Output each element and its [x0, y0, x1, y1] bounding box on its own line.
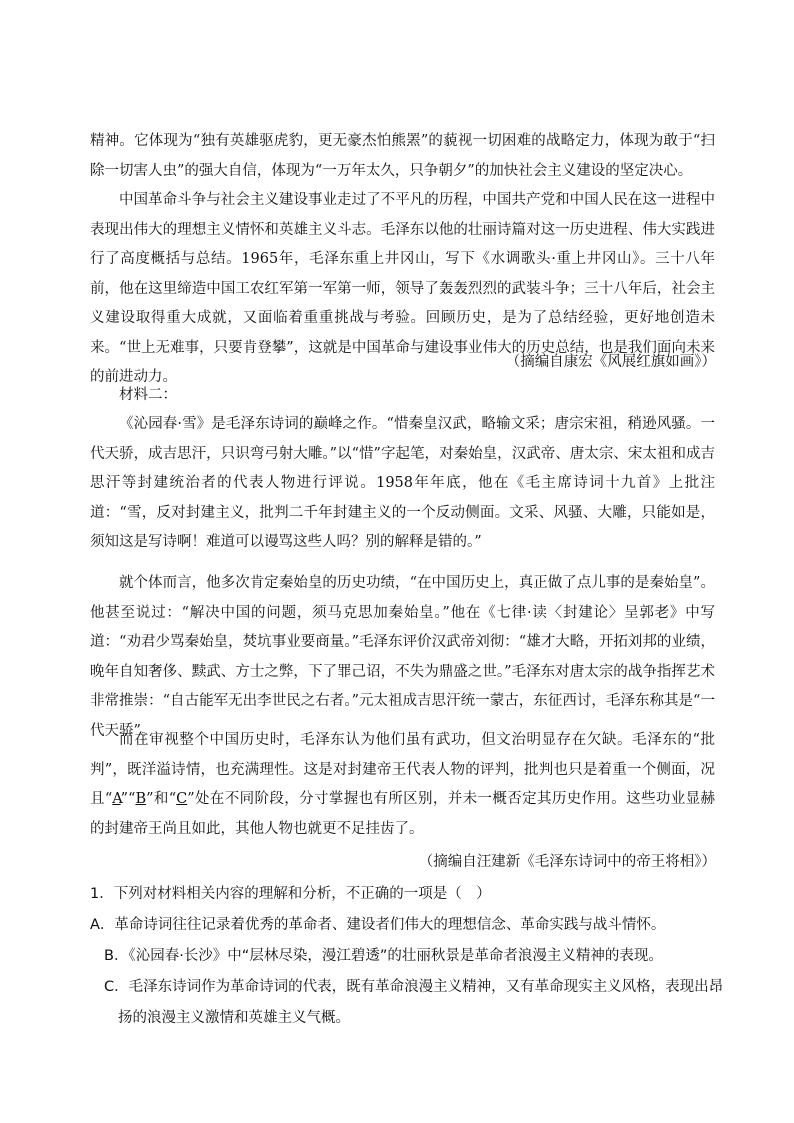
material2-source: （摘编自汪建新《毛泽东诗词中的帝王将相》）: [418, 854, 716, 870]
paragraph-3-mid-1: ”“: [120, 791, 136, 807]
blank-b: B: [135, 791, 147, 807]
material2-paragraph-1: 《沁园春·雪》是毛泽东诗词的巅峰之作。“惜秦皇汉武，略输文采；唐宗宋祖，稍逊风骚。一代天骄，成吉思汗，只识弯弓射大雕。”以“惜”字起笔，对秦始皇，汉武帝、唐太宗、宋太祖和成吉思汗等封建统治者的代表人物进行评说。1958年年底，他在《毛主席诗词十九首》上批注道：“雪，反对封建主义，批判二千年封建主义的一个反动侧面。文采、风骚、大雕，只能如是，须知这是写诗啊！难道可以谩骂这些人吗？别的解释是错的。”: [90, 416, 715, 550]
blank-c: C: [176, 791, 188, 807]
question-1-option-c: C．毛泽东诗词作为革命诗词的代表，既有革命浪漫主义精神，又有革命现实主义风格，表现出昂扬的浪漫主义激情和英雄主义气概。: [104, 979, 724, 1026]
material2-paragraph-2: 就个体而言，他多次肯定秦始皇的历史功绩，“在中国历史上，真正做了点儿事的是秦始皇”。他甚至说过：“解决中国的问题，须马克思加秦始皇。”他在《七律·读〈封建论〉呈郭老》中写道：“劝君少骂秦始皇，焚坑事业要商量。”毛泽东评价汉武帝刘彻：“雄才大略，开拓刘邦的业绩，晚年自知奢侈、黩武、方士之弊，下了罪己诏，不失为鼎盛之世。”毛泽东对唐太宗的战争指挥艺术非常推崇：“自古能军无出李世民之右者。”元太祖成吉思汗统一蒙古，东征西讨，毛泽东称其是“一代天骄”。: [90, 575, 715, 739]
material2-label: 材料二：: [119, 387, 177, 403]
paragraph-3-mid-2: ”和“: [146, 791, 177, 807]
material1-paragraph-2: 中国革命斗争与社会主义建设事业走过了不平凡的历程，中国共产党和中国人民在这一进程中表现出伟大的理想主义情怀和英雄主义斗志。毛泽东以他的壮丽诗篇对这一历史进程、伟大实践进行了高度概括与总结。1965年，毛泽东重上井冈山，写下《水调歌头·重上井冈山》。三十八年前，他在这里缔造中国工农红军第一军第一师，领导了轰轰烈烈的武装斗争；三十八年后，社会主义建设取得重大成就，又面临着重重挑战与考验。回顾历史，是为了总结经验，更好地创造未来。“世上无难事，只要肯登攀”，这就是中国革命与建设事业伟大的历史总结，也是我们面向未来的前进动力。: [90, 192, 715, 385]
material1-paragraph-1: 精神。它体现为“独有英雄驱虎豹，更无豪杰怕熊罴”的藐视一切困难的战略定力，体现为敢于“扫除一切害人虫”的强大自信，体现为“一万年太久，只争朝夕”的加快社会主义建设的坚定决心。: [90, 133, 715, 179]
material1-source: （摘编自康宏《风展红旗如画》）: [505, 354, 716, 370]
question-1-option-b: B．《沁园春·长沙》中“层林尽染，漫江碧透”的壮丽秋景是革命者浪漫主义精神的表现。: [104, 948, 663, 964]
option-a-text: A．革命诗词往往记录着优秀的革命者、建设者们伟大的理想信念、革命实践与战斗情怀。: [90, 917, 666, 933]
blank-a: A: [112, 791, 121, 807]
paragraph-3-text-after: ”处在不同阶段，分寸掌握也有所区别，并未一概否定其历史作用。这些功业显赫的封建帝王尚且如此，其他人物也就更不足挂齿了。: [90, 791, 715, 837]
question-1-option-a: [90, 910, 722, 941]
paragraph-3-text-before: 而在审视整个中国历史时，毛泽东认为他们虽有武功，但文治明显存在欠缺。毛泽东的“批判”，既洋溢诗情，也充满理性。这是对封建帝王代表人物的评判，批判也只是着重一个侧面，况且“: [90, 732, 715, 807]
material2-paragraph-3: [90, 726, 715, 844]
question-1-stem: 1．下列对材料相关内容的理解和分析，不正确的一项是（ ）: [90, 886, 491, 902]
